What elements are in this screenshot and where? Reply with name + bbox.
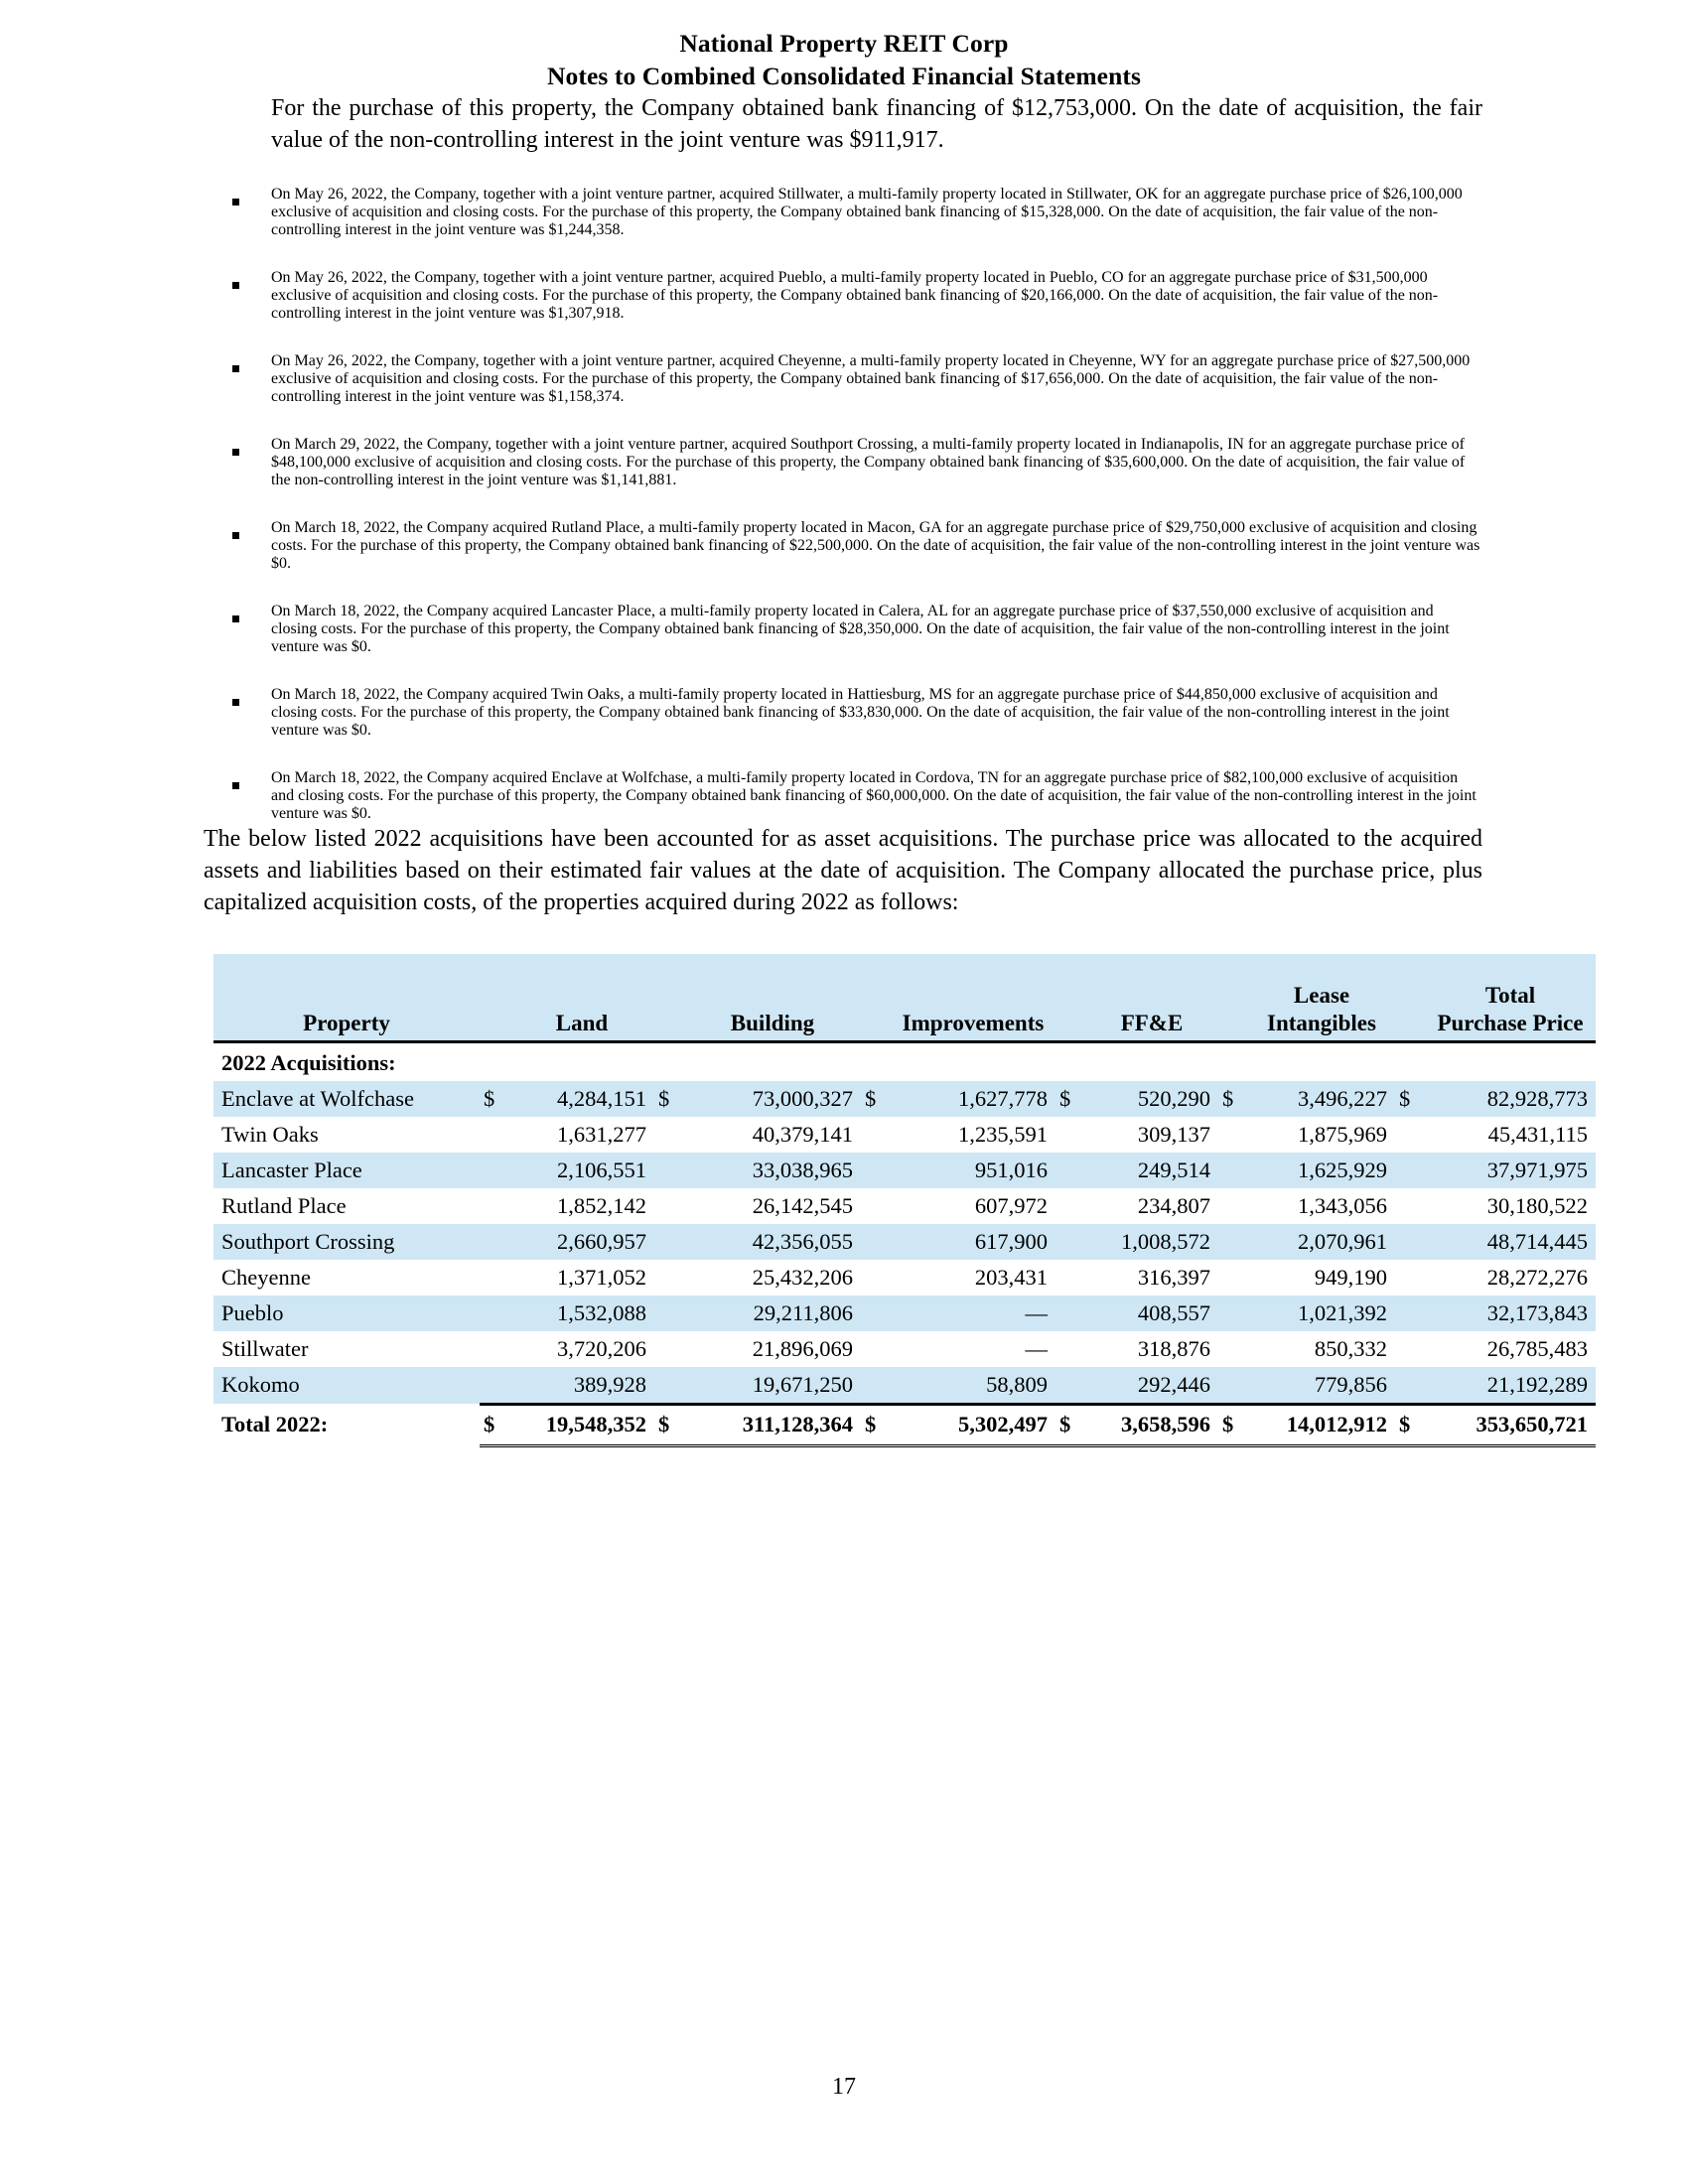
cell-lease-intangibles: 949,190 [1248,1260,1395,1296]
list-item [204,436,1484,489]
purchase-price-allocation-table-wrapper [204,954,1588,1446]
cell-dollar-building [654,1117,684,1153]
cell-property: Cheyenne [213,1260,480,1296]
cell-dollar-building [654,1260,684,1296]
bullet-square-icon [232,782,239,789]
cell-dollar-total [1395,1153,1425,1188]
cell-land: 1,852,142 [509,1188,654,1224]
cell-dollar-building [654,1331,684,1367]
cell-lease-intangibles: 779,856 [1248,1367,1395,1405]
cell-dollar-land [480,1117,509,1153]
cell-lease-intangibles: 1,625,929 [1248,1153,1395,1188]
total-improvements: 5,302,497 [891,1404,1055,1445]
page-header [0,28,1688,92]
total-dollar-building: $ [654,1404,684,1445]
bullet-square-icon [232,532,239,539]
cell-dollar-land [480,1260,509,1296]
cell-property: Rutland Place [213,1188,480,1224]
header-gap [861,982,891,1041]
cell-dollar-lease [1218,1296,1248,1331]
cell-lease-intangibles: 3,496,227 [1248,1081,1395,1117]
cell-dollar-land [480,1367,509,1405]
column-header-land: Land [509,982,654,1041]
table-body [213,1041,1596,1445]
cell-ffe: 309,137 [1085,1117,1218,1153]
cell-dollar-improvements [861,1331,891,1367]
cell-dollar-lease [1218,1260,1248,1296]
cell-ffe: 408,557 [1085,1296,1218,1331]
section-label: 2022 Acquisitions: [213,1041,1596,1081]
page-number: 17 [832,2074,856,2100]
bullet-text: On March 18, 2022, the Company acquired Twin Oaks, a multi-family property located in Hattiesburg, MS for an aggregate purchase price of $44,850,000 exclusive of acquisition and closing costs. For the purchase of this property, the Company obtained bank financing of $33,830,000. On the date of acquisition, the fair value of the non-controlling interest in the joint venture was $0. [271,686,1450,740]
cell-building: 40,379,141 [684,1117,861,1153]
cell-dollar-ffe [1055,1331,1085,1367]
cell-property: Lancaster Place [213,1153,480,1188]
total-label: Total 2022: [213,1404,480,1445]
cell-property: Pueblo [213,1296,480,1331]
cell-ffe: 318,876 [1085,1331,1218,1367]
cell-total: 26,785,483 [1425,1331,1596,1367]
table-header [213,954,1596,1041]
cell-improvements: 951,016 [891,1153,1055,1188]
bullet-text: On March 18, 2022, the Company acquired Rutland Place, a multi-family property located in Macon, GA for an aggregate purchase price of $29,750,000 exclusive of acquisition and closing costs. For the purchase of this property, the Company obtained bank financing of $22,500,000. On the date of acquisition, the fair value of the non-controlling interest in the joint venture was $0. [271,519,1480,573]
table-row [213,1331,1596,1367]
total-land: 19,548,352 [509,1404,654,1445]
cell-dollar-land [480,1331,509,1367]
cell-land: 3,720,206 [509,1331,654,1367]
list-item [204,269,1484,323]
cell-dollar-improvements [861,1224,891,1260]
cell-land: 1,371,052 [509,1260,654,1296]
cell-dollar-improvements [861,1367,891,1405]
total-dollar-ffe: $ [1055,1404,1085,1445]
cell-dollar-total [1395,1117,1425,1153]
header-gap [1218,982,1248,1041]
cell-dollar-ffe [1055,1153,1085,1188]
total-purchase-price-line1: Total [1484,983,1536,1009]
list-item [204,519,1484,573]
cell-dollar-ffe [1055,1296,1085,1331]
cell-land: 1,631,277 [509,1117,654,1153]
cell-dollar-lease [1218,1331,1248,1367]
cell-property: Stillwater [213,1331,480,1367]
cell-land: 1,532,088 [509,1296,654,1331]
cell-total: 82,928,773 [1425,1081,1596,1117]
column-header-total-purchase-price [1425,982,1596,1041]
cell-dollar-ffe [1055,1367,1085,1405]
list-item [204,686,1484,740]
cell-total: 21,192,289 [1425,1367,1596,1405]
list-item [204,769,1484,823]
column-header-lease-intangibles [1248,982,1395,1041]
table-row [213,1188,1596,1224]
header-gap [1055,982,1085,1041]
cell-building: 29,211,806 [684,1296,861,1331]
table-header-spacer-row [213,954,1596,982]
cell-property: Enclave at Wolfchase [213,1081,480,1117]
bullet-square-icon [232,282,239,289]
purchase-price-allocation-table [213,954,1596,1446]
cell-building: 33,038,965 [684,1153,861,1188]
cell-dollar-lease [1218,1188,1248,1224]
list-item [204,603,1484,656]
cell-dollar-total [1395,1367,1425,1405]
cell-ffe: 292,446 [1085,1367,1218,1405]
bullet-square-icon [232,199,239,205]
cell-total: 32,173,843 [1425,1296,1596,1331]
cell-improvements: 1,627,778 [891,1081,1055,1117]
cell-dollar-improvements [861,1260,891,1296]
cell-dollar-ffe: $ [1055,1081,1085,1117]
table-row [213,1081,1596,1117]
table-section-row [213,1041,1596,1081]
list-item [204,186,1484,239]
cell-lease-intangibles: 850,332 [1248,1331,1395,1367]
cell-dollar-land [480,1296,509,1331]
cell-total: 48,714,445 [1425,1224,1596,1260]
cell-dollar-land [480,1188,509,1224]
column-header-building: Building [684,982,861,1041]
document-subtitle: Notes to Combined Consolidated Financial Statements [547,61,1141,90]
cell-ffe: 249,514 [1085,1153,1218,1188]
bullet-square-icon [232,449,239,456]
cell-land: 2,660,957 [509,1224,654,1260]
cell-dollar-lease: $ [1218,1081,1248,1117]
cell-dollar-total [1395,1331,1425,1367]
cell-dollar-improvements [861,1153,891,1188]
header-spacer [213,954,1596,982]
lease-intangibles-line2: Intangibles [1267,1010,1376,1035]
cell-dollar-improvements [861,1188,891,1224]
cell-lease-intangibles: 2,070,961 [1248,1224,1395,1260]
cell-land: 2,106,551 [509,1153,654,1188]
cell-building: 73,000,327 [684,1081,861,1117]
cell-dollar-building [654,1296,684,1331]
cell-dollar-total [1395,1188,1425,1224]
cell-dollar-total: $ [1395,1081,1425,1117]
continuation-paragraph: For the purchase of this property, the Company obtained bank financing of $12,753,000. On the date of acquisition, the fair value of the non-controlling interest in the joint venture was $911,917. [271,95,1482,154]
cell-dollar-improvements [861,1296,891,1331]
table-row [213,1260,1596,1296]
cell-ffe: 234,807 [1085,1188,1218,1224]
cell-dollar-land [480,1153,509,1188]
cell-building: 19,671,250 [684,1367,861,1405]
acquisitions-bullet-list [204,186,1484,823]
cell-dollar-land: $ [480,1081,509,1117]
cell-dollar-ffe [1055,1117,1085,1153]
cell-total: 45,431,115 [1425,1117,1596,1153]
company-name: National Property REIT Corp [679,29,1009,58]
cell-dollar-land [480,1224,509,1260]
total-dollar-lease: $ [1218,1404,1248,1445]
bullet-text: On March 18, 2022, the Company acquired Lancaster Place, a multi-family property located in Calera, AL for an aggregate purchase price of $37,550,000 exclusive of acquisition and closing costs. For the purchase of this property, the Company obtained bank financing of $28,350,000. On the date of acquisition, the fair value of the non-controlling interest in the joint venture was $0. [271,603,1450,656]
column-header-ffe: FF&E [1085,982,1218,1041]
cell-improvements: 617,900 [891,1224,1055,1260]
cell-land: 4,284,151 [509,1081,654,1117]
cell-dollar-lease [1218,1117,1248,1153]
table-intro-paragraph: The below listed 2022 acquisitions have been accounted for as asset acquisitions. The purchase price was allocated to the acquired assets and liabilities based on their estimated fair values at the date of acquisition. The Company allocated the purchase price, plus capitalized acquisition costs, of the properties acquired during 2022 as follows: [204,826,1482,916]
page-content [204,92,1588,1446]
column-header-improvements: Improvements [891,982,1055,1041]
header-gap [654,982,684,1041]
cell-dollar-ffe [1055,1260,1085,1296]
cell-improvements: — [891,1331,1055,1367]
header-gap [1395,982,1425,1041]
cell-total: 30,180,522 [1425,1188,1596,1224]
table-header-row [213,982,1596,1041]
cell-dollar-ffe [1055,1188,1085,1224]
cell-building: 21,896,069 [684,1331,861,1367]
bullet-square-icon [232,699,239,706]
total-building: 311,128,364 [684,1404,861,1445]
cell-improvements: 1,235,591 [891,1117,1055,1153]
cell-total: 28,272,276 [1425,1260,1596,1296]
bullet-text: On May 26, 2022, the Company, together with a joint venture partner, acquired Pueblo, a multi-family property located in Pueblo, CO for an aggregate purchase price of $31,500,000 exclusive of acquisition and closing costs. For the purchase of this property, the Company obtained bank financing of $20,166,000. On the date of acquisition, the fair value of the non-controlling interest in the joint venture was $1,307,918. [271,269,1439,323]
cell-improvements: 203,431 [891,1260,1055,1296]
cell-ffe: 316,397 [1085,1260,1218,1296]
cell-ffe: 1,008,572 [1085,1224,1218,1260]
cell-dollar-building: $ [654,1081,684,1117]
cell-improvements: 58,809 [891,1367,1055,1405]
cell-dollar-total [1395,1260,1425,1296]
cell-dollar-building [654,1367,684,1405]
cell-dollar-lease [1218,1153,1248,1188]
table-row [213,1153,1596,1188]
bullet-text: On March 29, 2022, the Company, together with a joint venture partner, acquired Southport Crossing, a multi-family property located in Indianapolis, IN for an aggregate purchase price of $48,100,000 exclusive of acquisition and closing costs. For the purchase of this property, the Company obtained bank financing of $35,600,000. On the date of acquisition, the fair value of the non-controlling interest in the joint venture was $1,141,881. [271,436,1466,489]
cell-dollar-improvements [861,1117,891,1153]
cell-dollar-improvements: $ [861,1081,891,1117]
bullet-square-icon [232,365,239,372]
cell-lease-intangibles: 1,875,969 [1248,1117,1395,1153]
list-item [204,352,1484,406]
bullet-text: On March 18, 2022, the Company acquired Enclave at Wolfchase, a multi-family property located in Cordova, TN for an aggregate purchase price of $82,100,000 exclusive of acquisition and closing costs. For the purchase of this property, the Company obtained bank financing of $60,000,000. On the date of acquisition, the fair value of the non-controlling interest in the joint venture was $0. [271,769,1477,823]
cell-building: 25,432,206 [684,1260,861,1296]
table-total-row [213,1404,1596,1445]
cell-dollar-ffe [1055,1224,1085,1260]
cell-dollar-total [1395,1296,1425,1331]
cell-lease-intangibles: 1,343,056 [1248,1188,1395,1224]
cell-property: Kokomo [213,1367,480,1405]
bullet-text: On May 26, 2022, the Company, together with a joint venture partner, acquired Cheyenne, a multi-family property located in Cheyenne, WY for an aggregate purchase price of $27,500,000 exclusive of acquisition and closing costs. For the purchase of this property, the Company obtained bank financing of $17,656,000. On the date of acquisition, the fair value of the non-controlling interest in the joint venture was $1,158,374. [271,352,1471,406]
cell-improvements: — [891,1296,1055,1331]
cell-property: Twin Oaks [213,1117,480,1153]
table-row [213,1367,1596,1405]
cell-building: 26,142,545 [684,1188,861,1224]
cell-dollar-building [654,1188,684,1224]
cell-dollar-building [654,1153,684,1188]
cell-total: 37,971,975 [1425,1153,1596,1188]
table-row [213,1224,1596,1260]
cell-land: 389,928 [509,1367,654,1405]
cell-property: Southport Crossing [213,1224,480,1260]
column-header-property: Property [213,982,480,1041]
header-gap [480,982,509,1041]
total-dollar-land: $ [480,1404,509,1445]
total-total: 353,650,721 [1425,1404,1596,1445]
table-row [213,1117,1596,1153]
total-purchase-price-line2: Purchase Price [1437,1010,1584,1035]
bullet-text: On May 26, 2022, the Company, together with a joint venture partner, acquired Stillwater, a multi-family property located in Stillwater, OK for an aggregate purchase price of $26,100,000 exclusive of acquisition and closing costs. For the purchase of this property, the Company obtained bank financing of $15,328,000. On the date of acquisition, the fair value of the non-controlling interest in the joint venture was $1,244,358. [271,186,1463,239]
cell-dollar-total [1395,1224,1425,1260]
cell-dollar-lease [1218,1224,1248,1260]
total-ffe: 3,658,596 [1085,1404,1218,1445]
cell-ffe: 520,290 [1085,1081,1218,1117]
cell-dollar-building [654,1224,684,1260]
cell-improvements: 607,972 [891,1188,1055,1224]
cell-dollar-lease [1218,1367,1248,1405]
cell-lease-intangibles: 1,021,392 [1248,1296,1395,1331]
bullet-square-icon [232,615,239,622]
cell-building: 42,356,055 [684,1224,861,1260]
total-dollar-total: $ [1395,1404,1425,1445]
lease-intangibles-line1: Lease [1293,983,1350,1009]
total-dollar-improvements: $ [861,1404,891,1445]
total-lease-intangibles: 14,012,912 [1248,1404,1395,1445]
table-row [213,1296,1596,1331]
